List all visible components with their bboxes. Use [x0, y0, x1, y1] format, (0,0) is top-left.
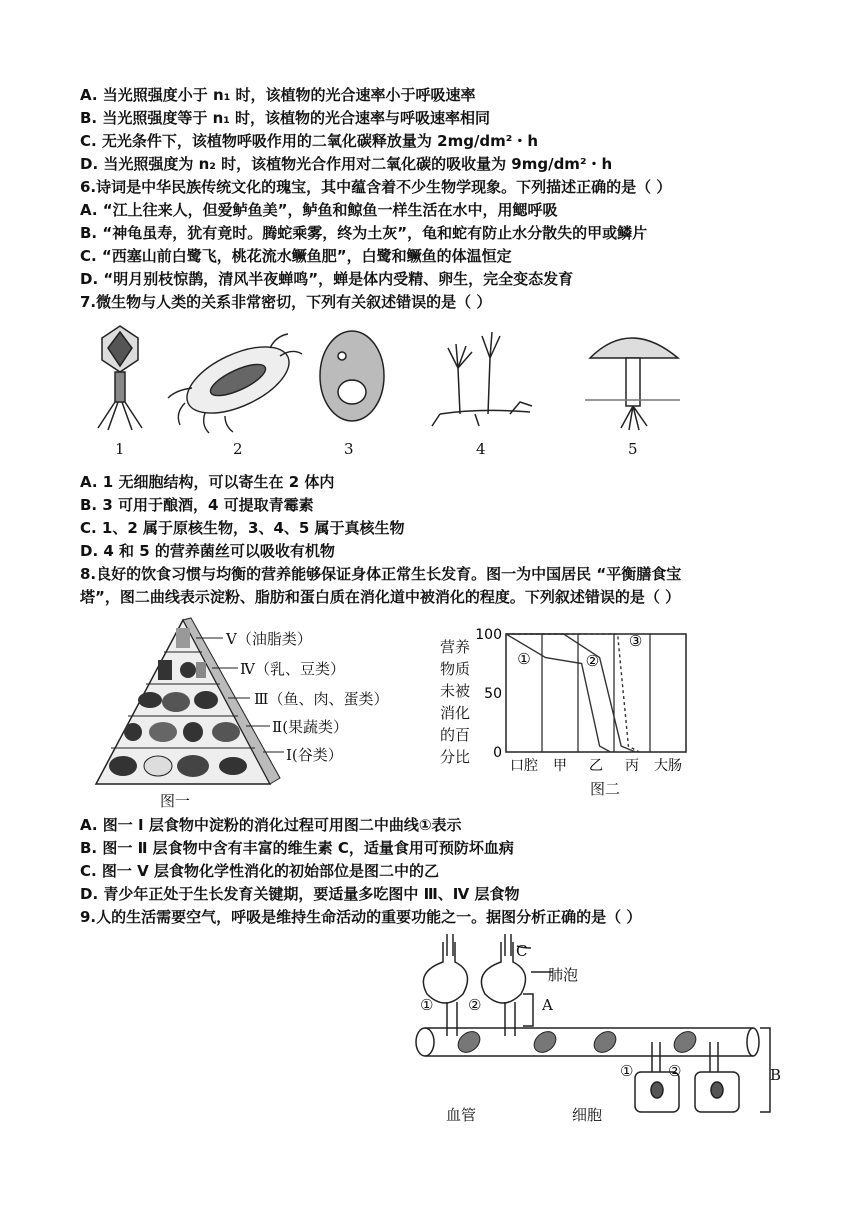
fig2-caption: 图二 [590, 780, 621, 798]
label-A: A [542, 996, 553, 1014]
q6-option-a: A. “江上往来人，但爱鲈鱼美”，鲈鱼和鲸鱼一样生活在水中，用鳃呼吸 [80, 201, 558, 219]
digestion-chart-svg [470, 622, 700, 792]
q5-option-b: B. 当光照强度等于 n₁ 时，该植物的光合速率与呼吸速率相同 [80, 109, 491, 127]
chart-series-label: ① [517, 650, 531, 668]
mushroom-drawing [585, 338, 680, 430]
q6-option-b: B. “神龟虽寿，犹有竟时。腾蛇乘雾，终为土灰”，龟和蛇有防止水分散失的甲或鳞片 [80, 224, 648, 242]
microbe-figure [80, 318, 680, 468]
chart-ylabel-0: 营养 [439, 638, 470, 656]
chart-ylabel-3: 消化 [439, 704, 470, 722]
q7-option-d: D. 4 和 5 的营养菌丝可以吸收有机物 [80, 542, 335, 560]
q7-option-c: C. 1、2 属于原核生物，3、4、5 属于真核生物 [80, 519, 405, 537]
bacterium-drawing [168, 333, 302, 433]
label-circle-2-bottom: ② [668, 1062, 682, 1080]
q9-stem: 9.人的生活需要空气，呼吸是维持生命活动的重要功能之一。据图分析正确的是（ ） [80, 908, 642, 926]
q5-option-d: D. 当光照强度为 n₂ 时，该植物光合作用对二氧化碳的吸收量为 9mg/dm²・h [80, 155, 613, 173]
label-B: B [770, 1066, 782, 1084]
q8-option-a: A. 图一 Ⅰ 层食物中淀粉的消化过程可用图二中曲线①表示 [80, 816, 462, 834]
respiration-figure [405, 932, 785, 1122]
q5-option-a: A. 当光照强度小于 n₁ 时，该植物的光合速率小于呼吸速率 [80, 86, 476, 104]
pyramid-level-1: Ⅰ(谷类） [286, 746, 343, 764]
q7-option-a: A. 1 无细胞结构，可以寄生在 2 体内 [80, 473, 335, 491]
chart-ytick-label: 0 [493, 745, 502, 761]
q5-option-c: C. 无光条件下，该植物呼吸作用的二氧化碳释放量为 2mg/dm²・h [80, 132, 539, 150]
q7-option-b: B. 3 可用于酿酒，4 可提取青霉素 [80, 496, 314, 514]
chart-series-label: ③ [628, 632, 643, 650]
microbe-label-3: 3 [344, 440, 354, 458]
microbe-label-5: 5 [628, 440, 638, 458]
chart-ylabel-2: 未被 [439, 682, 470, 700]
fig1-caption: 图一 [160, 792, 191, 810]
microbe-label-2: 2 [233, 440, 243, 458]
label-circle-2-top: ② [468, 996, 482, 1014]
pyramid-level-3: Ⅲ（鱼、肉、蛋类） [254, 690, 389, 708]
microbe-label-4: 4 [476, 440, 486, 458]
pyramid-level-2: Ⅱ(果蔬类） [272, 718, 349, 736]
chart-xtick-label: 乙 [589, 758, 603, 774]
label-cell: 细胞 [572, 1106, 603, 1124]
chart-ylabel-5: 分比 [439, 748, 470, 766]
q8-option-d: D. 青少年正处于生长发育关键期，要适量多吃图中 Ⅲ、Ⅳ 层食物 [80, 885, 520, 903]
chart-xtick-label: 大肠 [654, 758, 682, 774]
label-alveolus: 肺泡 [548, 966, 579, 984]
label-circle-1-top: ① [420, 996, 434, 1014]
pyramid-level-5: V（油脂类） [226, 630, 312, 648]
yeast-drawing [320, 331, 384, 421]
q8-option-c: C. 图一 V 层食物化学性消化的初始部位是图二中的乙 [80, 862, 439, 880]
chart-ytick-label: 50 [484, 686, 502, 702]
q8-option-b: B. 图一 Ⅱ 层食物中含有丰富的维生素 C，适量食用可预防坏血病 [80, 839, 514, 857]
q8-stem-line2: 塔”，图二曲线表示淀粉、脂肪和蛋白质在消化道中被消化的程度。下列叙述错误的是（ ） [80, 588, 681, 606]
q6-option-d: D. “明月别枝惊鹊，清风半夜蝉鸣”，蝉是体内受精、卵生，完全变态发育 [80, 270, 574, 288]
chart-ylabel-4: 的百 [439, 726, 470, 744]
label-circle-1-bottom: ① [620, 1062, 634, 1080]
chart-xtick-label: 丙 [625, 758, 639, 774]
chart-xtick-label: 甲 [553, 758, 567, 774]
chart-ytick-label: 100 [475, 627, 502, 643]
chart-xtick-label: 口腔 [510, 758, 538, 774]
q6-stem: 6.诗词是中华民族传统文化的瑰宝，其中蕴含着不少生物学现象。下列描述正确的是（ ） [80, 178, 672, 196]
mold-drawing [432, 332, 532, 426]
q6-option-c: C. “西塞山前白鹭飞，桃花流水鳜鱼肥”，白鹭和鳜鱼的体温恒定 [80, 247, 512, 265]
chart-ylabel-1: 物质 [439, 660, 470, 678]
q8-stem-line1: 8.良好的饮食习惯与均衡的营养能够保证身体正常生长发育。图一为中国居民 “平衡膳食宝 [80, 565, 682, 583]
label-C: C [516, 942, 528, 960]
chart-series-label: ② [585, 652, 600, 670]
pyramid-level-4: Ⅳ（乳、豆类） [240, 660, 345, 678]
phage-drawing [98, 326, 142, 430]
q7-stem: 7.微生物与人类的关系非常密切，下列有关叙述错误的是（ ） [80, 293, 492, 311]
label-vessel: 血管 [446, 1106, 477, 1124]
microbe-label-1: 1 [115, 440, 125, 458]
